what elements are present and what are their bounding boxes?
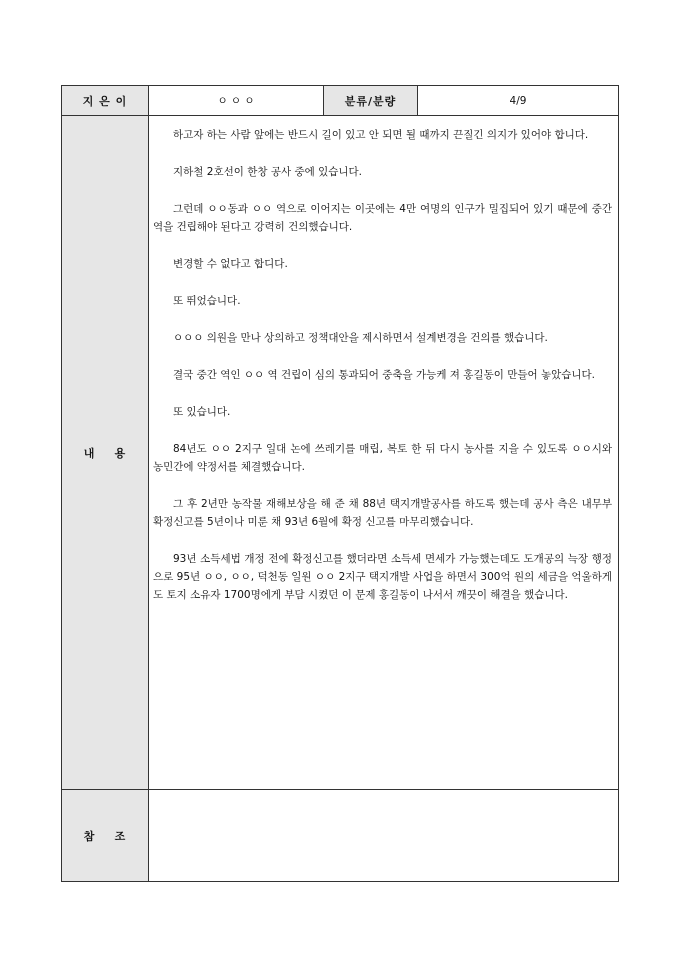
content-body [149,116,619,790]
author-label: 지 은 이 [62,86,149,116]
content-paragraph: 그 후 2년만 농작물 재해보상을 해 준 채 88년 택지개발공사를 하도록 했는데 공사 측은 내무부 확정신고를 5년이나 미룬 채 93년 6월에 확정 신고를 마무리했습니다. [153,498,612,528]
header-row [62,86,619,116]
content-paragraph: 지하철 2호선이 한창 공사 중에 있습니다. [173,166,362,178]
content-paragraph: 그런데 ㅇㅇ동과 ㅇㅇ 역으로 이어지는 이곳에는 4만 여명의 인구가 밀집되어 있기 때문에 중간 역을 건립해야 된다고 강력히 건의했습니다. [153,203,612,233]
content-paragraph: 또 있습니다. [173,406,231,418]
document-form-table [61,85,619,882]
category-label: 분류/분량 [324,86,418,116]
reference-label: 참 조 [62,790,149,882]
content-paragraph: 또 뛰었습니다. [173,295,241,307]
content-paragraph: 84년도 ㅇㅇ 2지구 일대 논에 쓰레기를 매립, 복토 한 뒤 다시 농사를 지을 수 있도록 ㅇㅇ시와 농민간에 약정서를 체결했습니다. [153,443,612,473]
content-paragraph: 하고자 하는 사람 앞에는 반드시 길이 있고 안 되면 될 때까지 끈질긴 의지가 있어야 합니다. [173,129,589,141]
content-paragraph: 결국 중간 역인 ㅇㅇ 역 건립이 심의 통과되어 중축을 가능케 져 홍길동이 만들어 놓았습니다. [173,369,596,381]
content-paragraph: 93년 소득세법 개정 전에 확정신고를 했더라면 소득세 면세가 가능했는데도 도개공의 늑장 행정으로 95년 ㅇㅇ, ㅇㅇ, 덕천동 일원 ㅇㅇ 2지구 택지개발 사업을 하면서 300억 원의 세금을 억울하게도 토지 소유자 1700명에게 부담 시켰던 이 문제 홍길동이 나서서 깨끗이 해결을 했습니다. [153,553,612,601]
content-paragraph: 변경할 수 없다고 합디다. [173,258,288,270]
content-row [62,116,619,790]
author-value: ㅇ ㅇ ㅇ [149,86,324,116]
content-paragraph: ㅇㅇㅇ 의원을 만나 상의하고 정책대안을 제시하면서 설계변경을 건의를 했습니다. [173,332,548,344]
reference-value [149,790,619,882]
reference-row [62,790,619,882]
category-value: 4/9 [418,86,619,116]
content-label: 내 용 [62,116,149,790]
